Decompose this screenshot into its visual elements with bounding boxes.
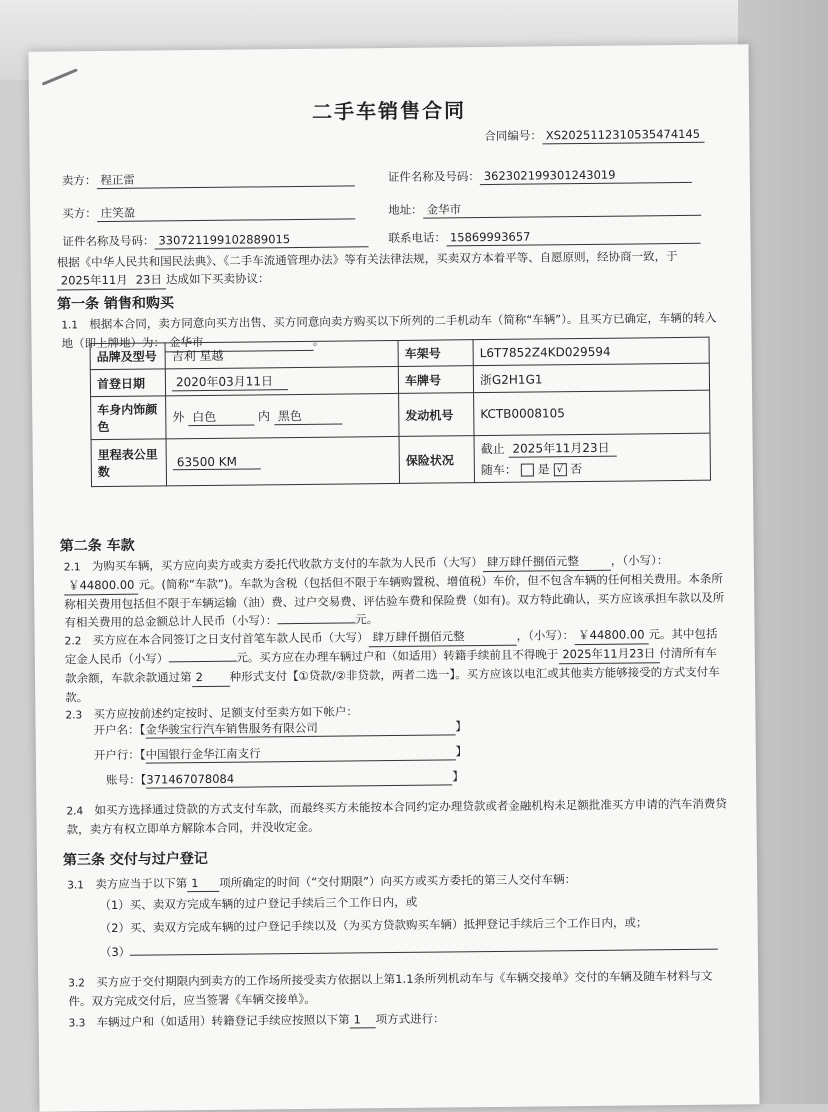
outer-color-label: 外 (172, 410, 185, 425)
price-amount: ￥44800.00 (64, 576, 139, 596)
vin-label: 车架号 (398, 340, 473, 367)
insurance-until-row (481, 438, 704, 458)
section-3-2-number: 3.2 (68, 977, 85, 990)
with-car-row (481, 459, 704, 478)
final-payment-date: 2025年11月23日 (558, 644, 659, 664)
inner-color: 黑色 (274, 407, 342, 426)
buyer-id-row (62, 231, 368, 250)
option-3-label: （3） (99, 944, 131, 960)
section-2-1 (64, 551, 727, 632)
account-name: 金华骏宝行汽车销售服务有限公司 (145, 719, 455, 738)
delivery-option: 1 (187, 876, 219, 892)
table-row (91, 390, 710, 439)
yes-checkbox[interactable] (521, 464, 534, 477)
insurance-until-label: 截止 (480, 441, 505, 457)
registration-cell (165, 366, 398, 395)
no-checkbox[interactable]: √ (553, 463, 566, 476)
section-1-1-number: 1.1 (61, 319, 79, 332)
total-amount-blank (277, 622, 355, 624)
buyer-id: 330721199102889015 (154, 231, 368, 249)
mileage-value: 63500 KM (173, 454, 261, 470)
section-2-4-text: 如买方选择通过贷款的方式支付车款，而最终买方未能按本合同约定办理贷款或者金融机构未足额批准买方申请的汽车消费贷款，卖方有权立即单方解除本合同，并没收定金。 (66, 796, 727, 837)
section-2-2-text-a: 买方应在本合同签订之日支付首笔车款人民币（大写） (92, 630, 369, 648)
section-2-2-text-f: 种形式支付【①贷款/②非贷款，两者二选一】。买方应该以电汇或其他卖方能够接受的方式支付车款。 (65, 664, 720, 705)
engine-value: KCTB0008105 (474, 390, 710, 435)
vehicle-info-table (90, 337, 711, 487)
account-name-row (94, 719, 467, 739)
address-label: 地址： (388, 202, 423, 218)
engine-label: 发动机号 (399, 393, 474, 437)
section-2-2-text-c: 元。其中包括定金人民币（小写） (64, 626, 718, 667)
section-3-3 (69, 1011, 445, 1031)
section-3-3-text-a: 车辆过户和（如适用）转籍登记手续应按照以下第 (96, 1012, 350, 1030)
account-name-label: 开户名：【 (93, 722, 146, 738)
section-2-2-text-e: 付清所有车款余额，车款余款通过第 (64, 645, 717, 686)
with-car-label: 随车： (480, 462, 517, 478)
intro-date-b: 23日 (132, 270, 166, 289)
option-3-blank (130, 949, 718, 956)
section-3-1-option-3 (100, 939, 718, 960)
account-bank-row (94, 744, 467, 764)
table-row (91, 433, 710, 486)
section-2-2-text-d: 元。买方应在办理车辆过户和（如适用）转籍手续前且不得晚于 (236, 647, 559, 665)
account-bank: 中国银行金华江南支行 (146, 744, 456, 763)
intro-text-a: 根据《中华人民共和国民法典》、《二手车流通管理办法》等有关法律法规，买卖双方本着平等、自愿原则，经协商一致，于 (56, 249, 678, 270)
plate-value: 浙G2H1G1 (473, 363, 709, 392)
buyer-id-label: 证件名称及号码： (62, 233, 155, 249)
article-2-title: 第二条 车款 (59, 537, 135, 555)
color-label: 车身内饰颜色 (91, 396, 166, 440)
outer-color: 白色 (188, 407, 254, 426)
contract-number-row (484, 127, 704, 145)
section-2-3-text: 买方应按前述约定按时、足额支付至卖方如下帐户： (93, 704, 358, 722)
account-number-label: 账号：【 (106, 772, 147, 788)
section-3-1-text-a: 卖方应当于以下第 (95, 876, 188, 892)
insurance-until-date: 2025年11月23日 (508, 439, 616, 458)
account-number: 371467078084 (146, 769, 452, 788)
seller-id-row (388, 167, 692, 186)
staple-mark (42, 68, 78, 85)
no-label: 否 (570, 462, 583, 477)
brand-value: 吉利 星越 (165, 340, 398, 368)
deposit-blank (168, 661, 236, 663)
payment-option: 2 (191, 668, 229, 687)
section-2-3-number: 2.3 (65, 709, 83, 722)
section-2-1-text-b: ，（小写）： (610, 553, 669, 568)
color-cell (166, 393, 399, 438)
first-payment-words: 肆万肆仟捌佰元整 (369, 627, 517, 648)
section-3-3-number: 3.3 (68, 1017, 86, 1030)
buyer-row (62, 203, 355, 222)
section-3-1-option-1: （1）买、卖双方完成车辆的过户登记手续后三个工作日内，或 (99, 894, 418, 913)
article-3-title: 第三条 交付与过户登记 (62, 850, 208, 869)
address-value: 金华市 (423, 200, 701, 219)
section-1-1-text: 根据本合同，卖方同意向买方出售、买方同意向卖方购买以下所列的二手机动车（简称“车辆”）。且买方已确定，车辆的转入地（即上牌地）为： (61, 310, 717, 351)
first-payment-amount: ￥44800.00 (574, 625, 649, 645)
transfer-option: 1 (350, 1012, 376, 1028)
mileage-label: 里程表公里数 (91, 439, 166, 487)
section-3-2 (68, 967, 730, 1011)
section-2-1-text-d: 元。 (355, 612, 379, 627)
seller-id: 362302199301243019 (480, 167, 692, 185)
section-3-1-text-b: 项所确定的时间（“交付期限”）向买方或买方委托的第三人交付车辆： (219, 872, 577, 890)
registration-value: 2020年03月11日 (172, 372, 288, 391)
insurance-cell (474, 433, 710, 482)
bracket-close: 】 (455, 744, 468, 759)
buyer-label: 买方： (62, 206, 97, 221)
section-2-2-number: 2.2 (64, 635, 82, 648)
seller-name: 程正雷 (96, 170, 354, 189)
section-1-1-end: 。 (312, 333, 325, 348)
section-2-1-text-a: 为购买车辆，买方应向卖方或卖方委托代收款方支付的车款为人民币（大写） (91, 555, 483, 574)
registration-label: 首登日期 (90, 369, 165, 397)
section-2-2-text-b: ，（小写）： (516, 628, 575, 643)
section-2-1-text-c: 元。(简称“车款”)。车款为含税（包括但不限于车辆购置税、增值税）车价，但不包含车辆的任何相关费用。本条所称相关费用包括但不限于车辆运输（油）费、过户交易费、评估验车费和保险费（如有)。双方特此确认，买方应该承担车款以及所有相关费用的总金额总计人民币（小写）： (64, 571, 725, 630)
price-in-words: 肆万肆仟捌佰元整 (483, 552, 611, 572)
contract-paper (28, 44, 759, 1111)
intro-paragraph (57, 247, 721, 291)
address-row (388, 200, 701, 219)
section-2-1-number: 2.1 (63, 561, 81, 574)
intro-date-a: 2025年11月 (57, 271, 132, 291)
article-1-title: 第一条 销售和购买 (57, 295, 175, 313)
account-number-row (106, 769, 464, 789)
phone-label: 联系电话： (388, 230, 447, 246)
mileage-cell (166, 436, 399, 485)
seller-label: 卖方： (61, 173, 97, 188)
contract-number: XS20251123105354741​45 (542, 127, 704, 145)
inner-color-label: 内 (257, 409, 271, 424)
vin-value: L6T7852Z4KD029594 (473, 337, 709, 365)
insurance-label: 保险状况 (399, 436, 474, 484)
intro-text-b: 达成如下买卖协议： (165, 271, 270, 287)
buyer-name: 庄笑盈 (97, 203, 355, 222)
bracket-close: 】 (452, 769, 464, 784)
section-3-1 (67, 872, 576, 893)
brand-label: 品牌及型号 (90, 343, 165, 370)
section-3-2-text: 买方应于交付期限内到卖方的工作场所接受卖方依据以上第1.1条所列机动车与《车辆交接单》交付的车辆及随车材料与文件。双方完成交付后，应当签署《车辆交接单》。 (68, 968, 713, 1009)
section-3-1-number: 3.1 (67, 879, 84, 892)
section-3-1-option-2: （2）买、卖双方完成车辆的过户登记手续以及（为买方贷款购买车辆）抵押登记手续后三个工作日内，或； (99, 915, 648, 936)
plate-label: 车牌号 (398, 366, 473, 394)
section-2-2 (65, 625, 728, 707)
yes-label: 是 (537, 462, 550, 477)
seller-id-label: 证件名称及号码： (387, 169, 480, 185)
section-2-4-number: 2.4 (66, 805, 84, 818)
bracket-close: 】 (455, 719, 467, 734)
contract-number-label: 合同编号： (484, 128, 542, 144)
seller-row (62, 170, 355, 189)
phone-value: 15869993657 (446, 228, 700, 247)
section-2-4 (66, 795, 728, 839)
section-3-3-text-b: 项方式进行： (375, 1011, 445, 1027)
phone-row (388, 228, 700, 247)
document-title: 二手车销售合同 (311, 98, 467, 124)
destination-city: 金华市 (165, 332, 313, 353)
account-bank-label: 开户行：【 (93, 747, 146, 763)
